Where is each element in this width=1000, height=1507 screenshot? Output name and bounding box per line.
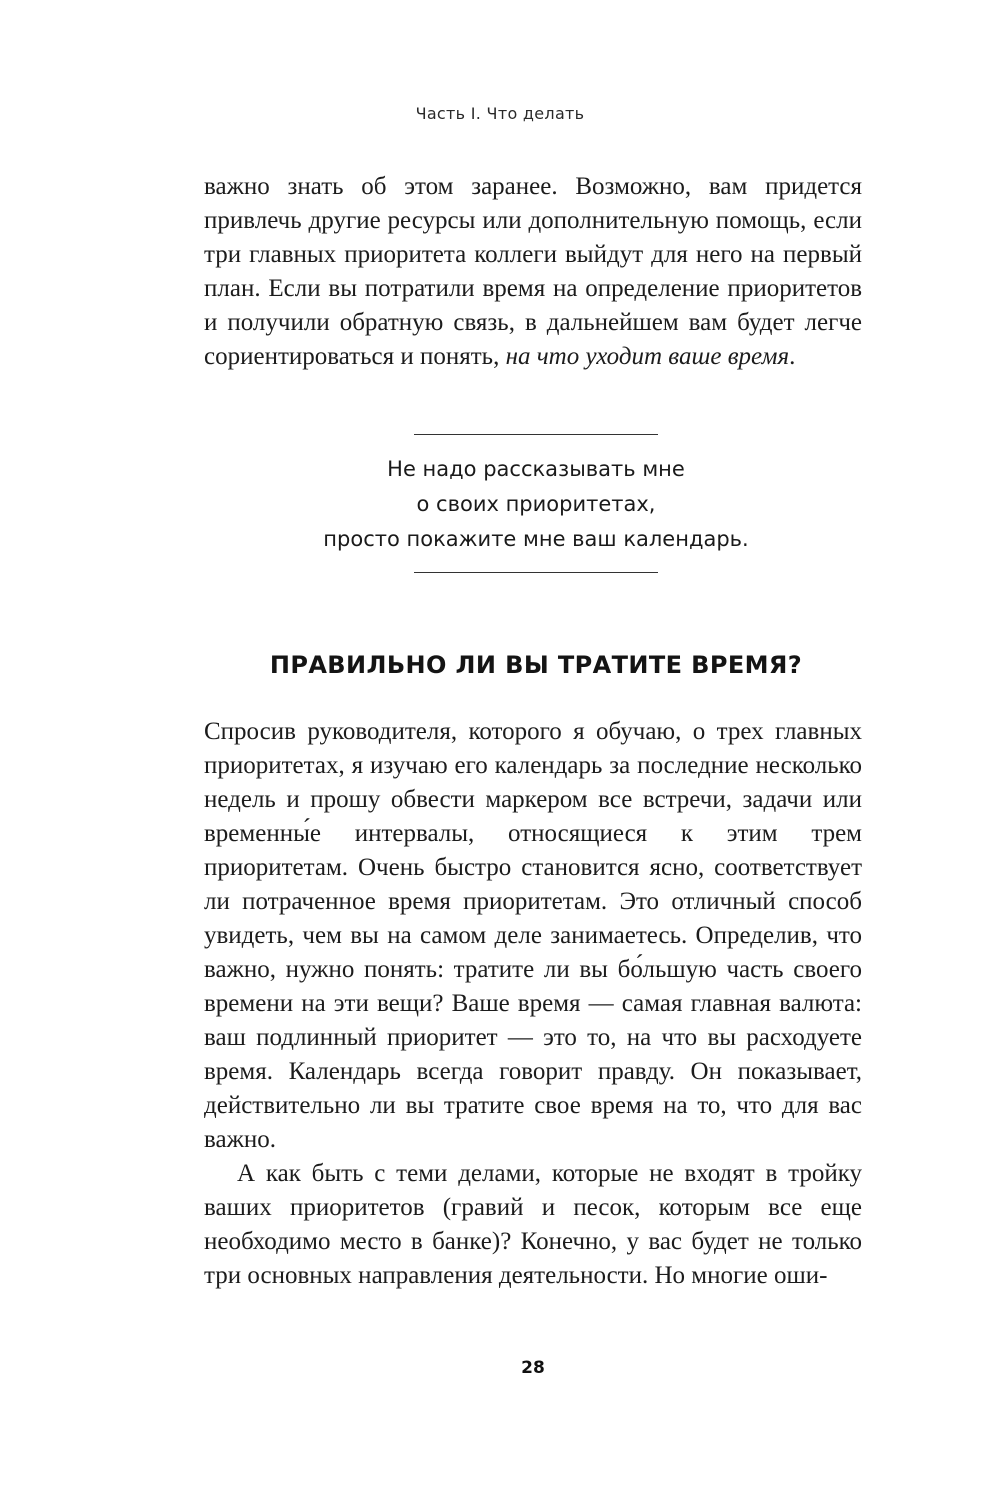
pull-quote bbox=[200, 452, 872, 557]
body-paragraph: А как быть с теми делами, которые не входят в тройку ваших приоритетов (гравий и песок, которым все еще необходимо место в банке)? Конечно, у вас будет не только три основных направления деятельности. Но многие оши- bbox=[204, 1160, 862, 1289]
top-paragraph bbox=[204, 170, 862, 374]
top-paragraph-end: . bbox=[789, 343, 796, 370]
pull-quote-line: Не надо рассказывать мне bbox=[387, 457, 685, 481]
pull-quote-rule-bottom bbox=[414, 572, 658, 573]
page-number: 28 bbox=[521, 1358, 545, 1378]
top-paragraph-text: важно знать об этом заранее. Возможно, вам придется привлечь другие ресурсы или дополнительную помощь, если три главных приоритета коллеги выйдут для него на первый план. Если вы потратили время на определение приоритетов и получили обратную связь, в дальнейшем вам будет легче сориентироваться и понять, bbox=[204, 173, 862, 370]
top-paragraph-block bbox=[204, 170, 862, 374]
section-heading: ПРАВИЛЬНО ЛИ ВЫ ТРАТИТЕ ВРЕМЯ? bbox=[269, 651, 803, 679]
top-paragraph-emphasis: на что уходит ваше время bbox=[505, 343, 790, 370]
main-text-block bbox=[204, 715, 862, 1293]
body-paragraph: Спросив руководителя, которого я обучаю, о трех главных приоритетах, я изучаю его календарь за последние несколько недель и прошу обвести маркером все встречи, задачи или временны́е интервалы, относящиеся к этим трем приоритетам. Очень быстро становится ясно, соответствует ли потраченное время приоритетам. Это отличный способ увидеть, чем вы на самом деле занимаетесь. Определив, что важно, нужно понять: тратите ли вы бо́льшую часть своего времени на эти вещи? Ваше время — самая главная валюта: ваш подлинный приоритет — это то, на что вы расходуете время. Календарь всегда говорит правду. Он показывает, действительно ли вы тратите свое время на то, что для вас важно. bbox=[204, 718, 862, 1153]
running-header: Часть I. Что делать bbox=[415, 104, 585, 123]
pull-quote-line: о своих приоритетах, bbox=[416, 492, 656, 516]
pull-quote-line: просто покажите мне ваш календарь. bbox=[323, 527, 749, 551]
pull-quote-rule-top bbox=[414, 434, 658, 435]
